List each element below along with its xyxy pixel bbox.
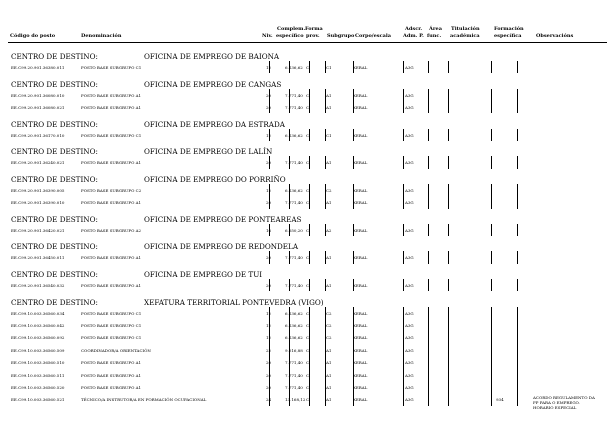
cell-complemento: 7.771,40 [285,372,303,378]
header-corpo: Corpo/escala [355,33,392,39]
cell-adscripcion: A3G [405,385,414,390]
cell-denominacion: POSTO BASE SUBGRUPO C1 [81,132,142,138]
cell-posto-code: EE.C99.20.901.36390.005 [11,187,65,193]
cell-adscripcion: A3G [405,360,414,366]
cell-adscripcion: A3G [405,160,414,166]
column-divider [448,129,449,141]
cell-subgrupo: C2 [326,335,332,341]
cell-denominacion: POSTO BASE SUBGRUPO A1 [81,385,142,390]
section-office: OFICINA DE EMPREGO DE TUI [144,270,263,279]
cell-corpo-escala: XERAL [353,372,368,378]
section-office: OFICINA DE EMPREGO DE LALÍN [144,147,273,157]
section-label: CENTRO DE DESTINO: [11,214,98,224]
cell-adscripcion: A3G [405,105,414,110]
cell-denominacion: POSTO BASE SUBGRUPO A1 [81,372,142,378]
cell-adscripcion: A3G [405,187,414,193]
column-divider [353,89,354,114]
cell-forma-prov: C [306,310,310,316]
cell-forma-prov: C [306,187,310,193]
cell-posto-code: EE.C99.20.901.36080.010 [11,92,65,98]
cell-formacion: 934 [496,397,504,403]
cell-forma-prov: C [306,372,310,378]
cell-posto-code: EE.C99.10.003.36560.520 [11,385,65,390]
column-divider [289,156,290,168]
cell-corpo-escala: XERAL [353,397,368,403]
header-forma-2: prov. [306,33,320,39]
column-divider [289,184,290,209]
cell-forma-prov: C [306,335,310,341]
cell-corpo-escala: XERAL [353,310,368,316]
cell-subgrupo: C1 [326,132,332,138]
column-divider [309,251,310,263]
cell-corpo-escala: XERAL [353,335,368,341]
cell-corpo-escala: XERAL [353,187,368,193]
column-divider [289,129,290,141]
column-divider [309,129,310,141]
cell-adscripcion: A3G [405,227,414,233]
cell-subgrupo: A1 [326,255,332,261]
cell-complemento: 7.771,40 [285,360,303,366]
cell-posto-code: EE.C99.20.901.36390.010 [11,200,65,206]
column-divider [517,129,518,141]
cell-forma-prov: C [306,92,310,98]
column-divider [448,307,449,406]
observacion-line: FP PARA O EMPREGO. [533,400,580,406]
column-divider [448,89,449,114]
cell-forma-prov: C [306,255,310,261]
header-formacion-2: específica [494,33,522,39]
cell-complemento: 6.136,62 [285,335,303,341]
column-divider [517,156,518,168]
cell-adscripcion: A3G [405,200,414,206]
section-label: CENTRO DE DESTINO: [11,119,98,129]
cell-complemento: 6.136,62 [285,65,303,70]
cell-posto-code: EE.C99.10.003.36560.510 [11,360,65,366]
cell-corpo-escala: XERAL [353,347,368,353]
cell-posto-code: EE.C99.20.901.36540.032 [11,283,65,288]
cell-nivel: 22 [266,347,272,353]
cell-adscripcion: A3G [405,310,414,316]
column-divider [325,61,326,73]
cell-posto-code: EE.C99.10.003.36560.511 [11,372,65,378]
header-complem-2: específico [276,33,304,39]
cell-forma-prov: C [306,360,310,366]
column-divider [353,224,354,236]
column-divider [491,61,492,73]
column-divider [269,184,270,209]
header-adscr-1: Adscr. [405,26,423,32]
column-divider [309,224,310,236]
cell-adscripcion: A3G [405,65,414,70]
column-divider [491,279,492,291]
column-divider [309,307,310,406]
column-divider [428,224,429,236]
cell-subgrupo: C1 [326,65,332,70]
cell-denominacion: POSTO BASE SUBGRUPO A1 [81,283,142,288]
cell-subgrupo: A1 [326,105,332,110]
header-area-1: Área [429,26,442,32]
header-area-2: func. [427,33,442,39]
column-divider [448,156,449,168]
cell-subgrupo: C2 [326,310,332,316]
column-divider [448,184,449,209]
section-office: OFICINA DE EMPREGO DE CANGAS [144,79,282,89]
cell-complemento: 7.771,40 [285,385,303,390]
column-divider [269,129,270,141]
cell-nivel: 20 [266,283,272,288]
column-divider [289,89,290,114]
cell-denominacion: POSTO BASE SUBGRUPO A1 [81,92,142,98]
column-divider [289,61,290,73]
column-divider [403,307,404,406]
cell-denominacion: COORDINADOR/A ORIENTACIÓN [81,347,151,353]
cell-posto-code: EE.C99.10.003.36560.521 [11,397,65,403]
cell-nivel: 12 [266,323,272,328]
cell-subgrupo: A1 [326,397,332,403]
cell-corpo-escala: XERAL [353,132,368,138]
column-divider [428,61,429,73]
column-divider [269,307,270,406]
cell-forma-prov: C [306,132,310,138]
section-label: CENTRO DE DESTINO: [11,174,98,184]
header-subgrupo: Subgrupo [327,33,355,39]
column-divider [403,224,404,236]
header-titulacion-2: académica [450,33,480,39]
cell-nivel: 24 [266,397,272,403]
cell-nivel: 20 [266,200,272,206]
column-divider [517,184,518,209]
cell-complemento: 6.136,62 [285,187,303,193]
section-office: OFICINA DE EMPREGO DE REDONDELA [144,242,299,252]
column-divider [309,279,310,291]
cell-complemento: 7.771,40 [285,283,303,288]
cell-subgrupo: A1 [326,200,332,206]
cell-posto-code: EE.C99.20.901.36240.021 [11,160,65,166]
section-label: CENTRO DE DESTINO: [11,270,98,279]
observacion-line: ACORDO REGULAMENTO DA [533,395,595,401]
column-divider [517,224,518,236]
cell-adscripcion: A3G [405,335,414,341]
cell-nivel: 12 [266,187,272,193]
cell-posto-code: EE.C99.10.003.36560.509 [11,347,65,353]
cell-denominacion: POSTO BASE SUBGRUPO C1 [81,323,142,328]
cell-denominacion: POSTO BASE SUBGRUPO A1 [81,255,142,261]
cell-forma-prov: C [306,347,310,353]
column-divider [269,156,270,168]
header-titulacion-1: Titulación [451,26,480,32]
cell-nivel: 20 [266,385,272,390]
column-divider [403,156,404,168]
cell-corpo-escala: XERAL [353,385,368,390]
cell-posto-code: EE.C99.10.003.36560.042 [11,323,65,328]
cell-adscripcion: A3G [405,132,414,138]
column-divider [491,89,492,114]
cell-subgrupo: A1 [326,92,332,98]
column-divider [403,184,404,209]
cell-subgrupo: C2 [326,187,332,193]
cell-adscripcion: A3G [405,255,414,261]
cell-forma-prov: C [306,160,310,166]
cell-posto-code: EE.C99.20.901.36420.021 [11,227,65,233]
cell-forma-prov: C [306,397,310,403]
cell-subgrupo: A1 [326,347,332,353]
cell-denominacion: POSTO BASE SUBGRUPO C1 [81,335,142,341]
cell-complemento: 6.136,62 [285,310,303,316]
column-divider [325,279,326,291]
column-divider [491,224,492,236]
section-label: CENTRO DE DESTINO: [11,147,98,157]
cell-complemento: 6.136,62 [285,132,303,138]
cell-complemento: 13.168,12 [285,397,306,403]
cell-nivel: 20 [266,160,272,166]
header-denominacion: Denominación [81,33,122,39]
cell-complemento: 9.516,88 [285,347,303,353]
cell-nivel: 12 [266,310,272,316]
column-divider [448,251,449,263]
section-office: OFICINA DE EMPREGO DE BAIONA [144,52,280,61]
column-divider [309,61,310,73]
column-divider [517,89,518,114]
cell-posto-code: EE.C99.10.003.36560.092 [11,335,65,341]
cell-adscripcion: A3G [405,347,414,353]
cell-complemento: 7.771,40 [285,160,303,166]
column-divider [517,279,518,291]
column-divider [269,61,270,73]
cell-complemento: 6.650,20 [285,227,303,233]
cell-subgrupo: A1 [326,385,332,390]
header-formacion-1: Formación [494,26,524,32]
observacion-line: HORARIO ESPECIAL [533,405,577,411]
cell-corpo-escala: XERAL [353,92,368,98]
cell-subgrupo: A1 [326,360,332,366]
cell-denominacion: POSTO BASE SUBGRUPO A1 [81,160,142,166]
section-office: OFICINA DE EMPREGO DE PONTEAREAS [144,214,302,224]
cell-corpo-escala: XERAL [353,227,368,233]
cell-complemento: 7.771,40 [285,105,303,110]
column-divider [428,184,429,209]
cell-complemento: 7.771,40 [285,200,303,206]
cell-posto-code: EE.C99.10.003.36560.034 [11,310,65,316]
cell-corpo-escala: XERAL [353,283,368,288]
cell-denominacion: TÉCNICO/A INSTRUTOR/A EN FORMACIÓN OCUPACIONAL [81,397,207,403]
cell-forma-prov: C [306,105,310,110]
cell-complemento: 6.136,62 [285,323,303,328]
column-divider [325,129,326,141]
column-divider [491,251,492,263]
cell-denominacion: POSTO BASE SUBGRUPO C1 [81,310,142,316]
cell-nivel: 12 [266,335,272,341]
cell-nivel: 20 [266,360,272,366]
header-observacions: Observacións [536,33,574,39]
cell-corpo-escala: XERAL [353,200,368,206]
column-divider [428,307,429,406]
section-label: CENTRO DE DESTINO: [11,79,98,89]
column-divider [309,89,310,114]
column-divider [353,184,354,209]
section-label: CENTRO DE DESTINO: [11,242,98,252]
cell-denominacion: POSTO BASE SUBGRUPO A1 [81,360,142,366]
cell-nivel: 20 [266,105,272,110]
section-label: CENTRO DE DESTINO: [11,52,98,61]
column-divider [309,184,310,209]
column-divider [289,279,290,291]
cell-nivel: 20 [266,255,272,261]
column-divider [269,251,270,263]
cell-observacions [533,395,595,410]
column-divider [269,279,270,291]
column-divider [289,224,290,236]
column-divider [353,251,354,263]
cell-denominacion: POSTO BASE SUBGRUPO C1 [81,65,142,70]
section-office: OFICINA DE EMPREGO DA ESTRADA [144,119,285,129]
cell-adscripcion: A3G [405,92,414,98]
column-divider [325,224,326,236]
column-divider [269,224,270,236]
column-divider [428,89,429,114]
cell-subgrupo: A1 [326,283,332,288]
header-adscr-2: Adm. P. [403,33,424,39]
section-office: XEFATURA TERRITORIAL PONTEVEDRA (VIGO) [144,297,324,307]
column-divider [289,251,290,263]
cell-complemento: 7.771,40 [285,255,303,261]
section-office: OFICINA DE EMPREGO DO PORRIÑO [144,174,286,184]
column-divider [491,156,492,168]
column-divider [325,251,326,263]
column-divider [491,307,492,406]
cell-adscripcion: A3G [405,397,414,403]
column-divider [403,251,404,263]
column-divider [428,279,429,291]
cell-subgrupo: A2 [326,227,332,233]
column-divider [428,251,429,263]
cell-forma-prov: C [306,65,310,70]
cell-adscripcion: A3G [405,372,414,378]
cell-posto-code: EE.C99.20.901.36380.011 [11,65,65,70]
cell-corpo-escala: XERAL [353,65,368,70]
cell-corpo-escala: XERAL [353,255,368,261]
column-divider [289,307,290,406]
column-divider [403,61,404,73]
column-divider [448,279,449,291]
cell-forma-prov: C [306,283,310,288]
column-divider [353,129,354,141]
column-divider [491,184,492,209]
column-divider [325,89,326,114]
cell-corpo-escala: XERAL [353,360,368,366]
column-divider [353,61,354,73]
cell-subgrupo: A1 [326,372,332,378]
cell-forma-prov: C [306,227,310,233]
cell-subgrupo: A1 [326,160,332,166]
column-divider [491,129,492,141]
column-divider [517,251,518,263]
cell-denominacion: POSTO BASE SUBGRUPO A2 [81,227,142,233]
header-forma-1: Forma [305,26,323,32]
header-complem-1: Complem. [277,26,306,32]
column-divider [325,156,326,168]
column-divider [517,307,518,406]
column-divider [428,156,429,168]
cell-adscripcion: A3G [405,283,414,288]
column-divider [269,89,270,114]
header-codigo: Código do posto [10,33,56,39]
column-divider [353,156,354,168]
column-divider [403,279,404,291]
column-divider [517,61,518,73]
cell-corpo-escala: XERAL [353,160,368,166]
header-rule [8,42,607,43]
column-divider [353,307,354,406]
cell-subgrupo: C2 [326,323,332,328]
column-divider [353,279,354,291]
cell-nivel: 20 [266,92,272,98]
column-divider [448,61,449,73]
cell-nivel: 12 [266,132,272,138]
cell-nivel: 16 [266,227,272,233]
section-label: CENTRO DE DESTINO: [11,297,98,307]
cell-denominacion: POSTO BASE SUBGRUPO A1 [81,200,142,206]
cell-forma-prov: C [306,385,310,390]
cell-forma-prov: C [306,323,310,328]
column-divider [403,89,404,114]
cell-nivel: 20 [266,372,272,378]
cell-corpo-escala: XERAL [353,323,368,328]
cell-posto-code: EE.C99.20.901.36170.010 [11,132,65,138]
cell-adscripcion: A3G [405,323,414,328]
cell-denominacion: POSTO BASE SUBGRUPO A1 [81,105,142,110]
column-divider [325,184,326,209]
cell-forma-prov: C [306,200,310,206]
cell-nivel: 12 [266,65,272,70]
column-divider [309,156,310,168]
cell-posto-code: EE.C99.20.901.36080.021 [11,105,65,110]
cell-posto-code: EE.C99.20.901.36450.011 [11,255,65,261]
cell-complemento: 7.771,40 [285,92,303,98]
column-divider [428,129,429,141]
cell-denominacion: POSTO BASE SUBGRUPO C2 [81,187,142,193]
column-divider [448,224,449,236]
column-divider [403,129,404,141]
column-divider [325,307,326,406]
header-niv: Niv. [262,33,273,39]
cell-corpo-escala: XERAL [353,105,368,110]
